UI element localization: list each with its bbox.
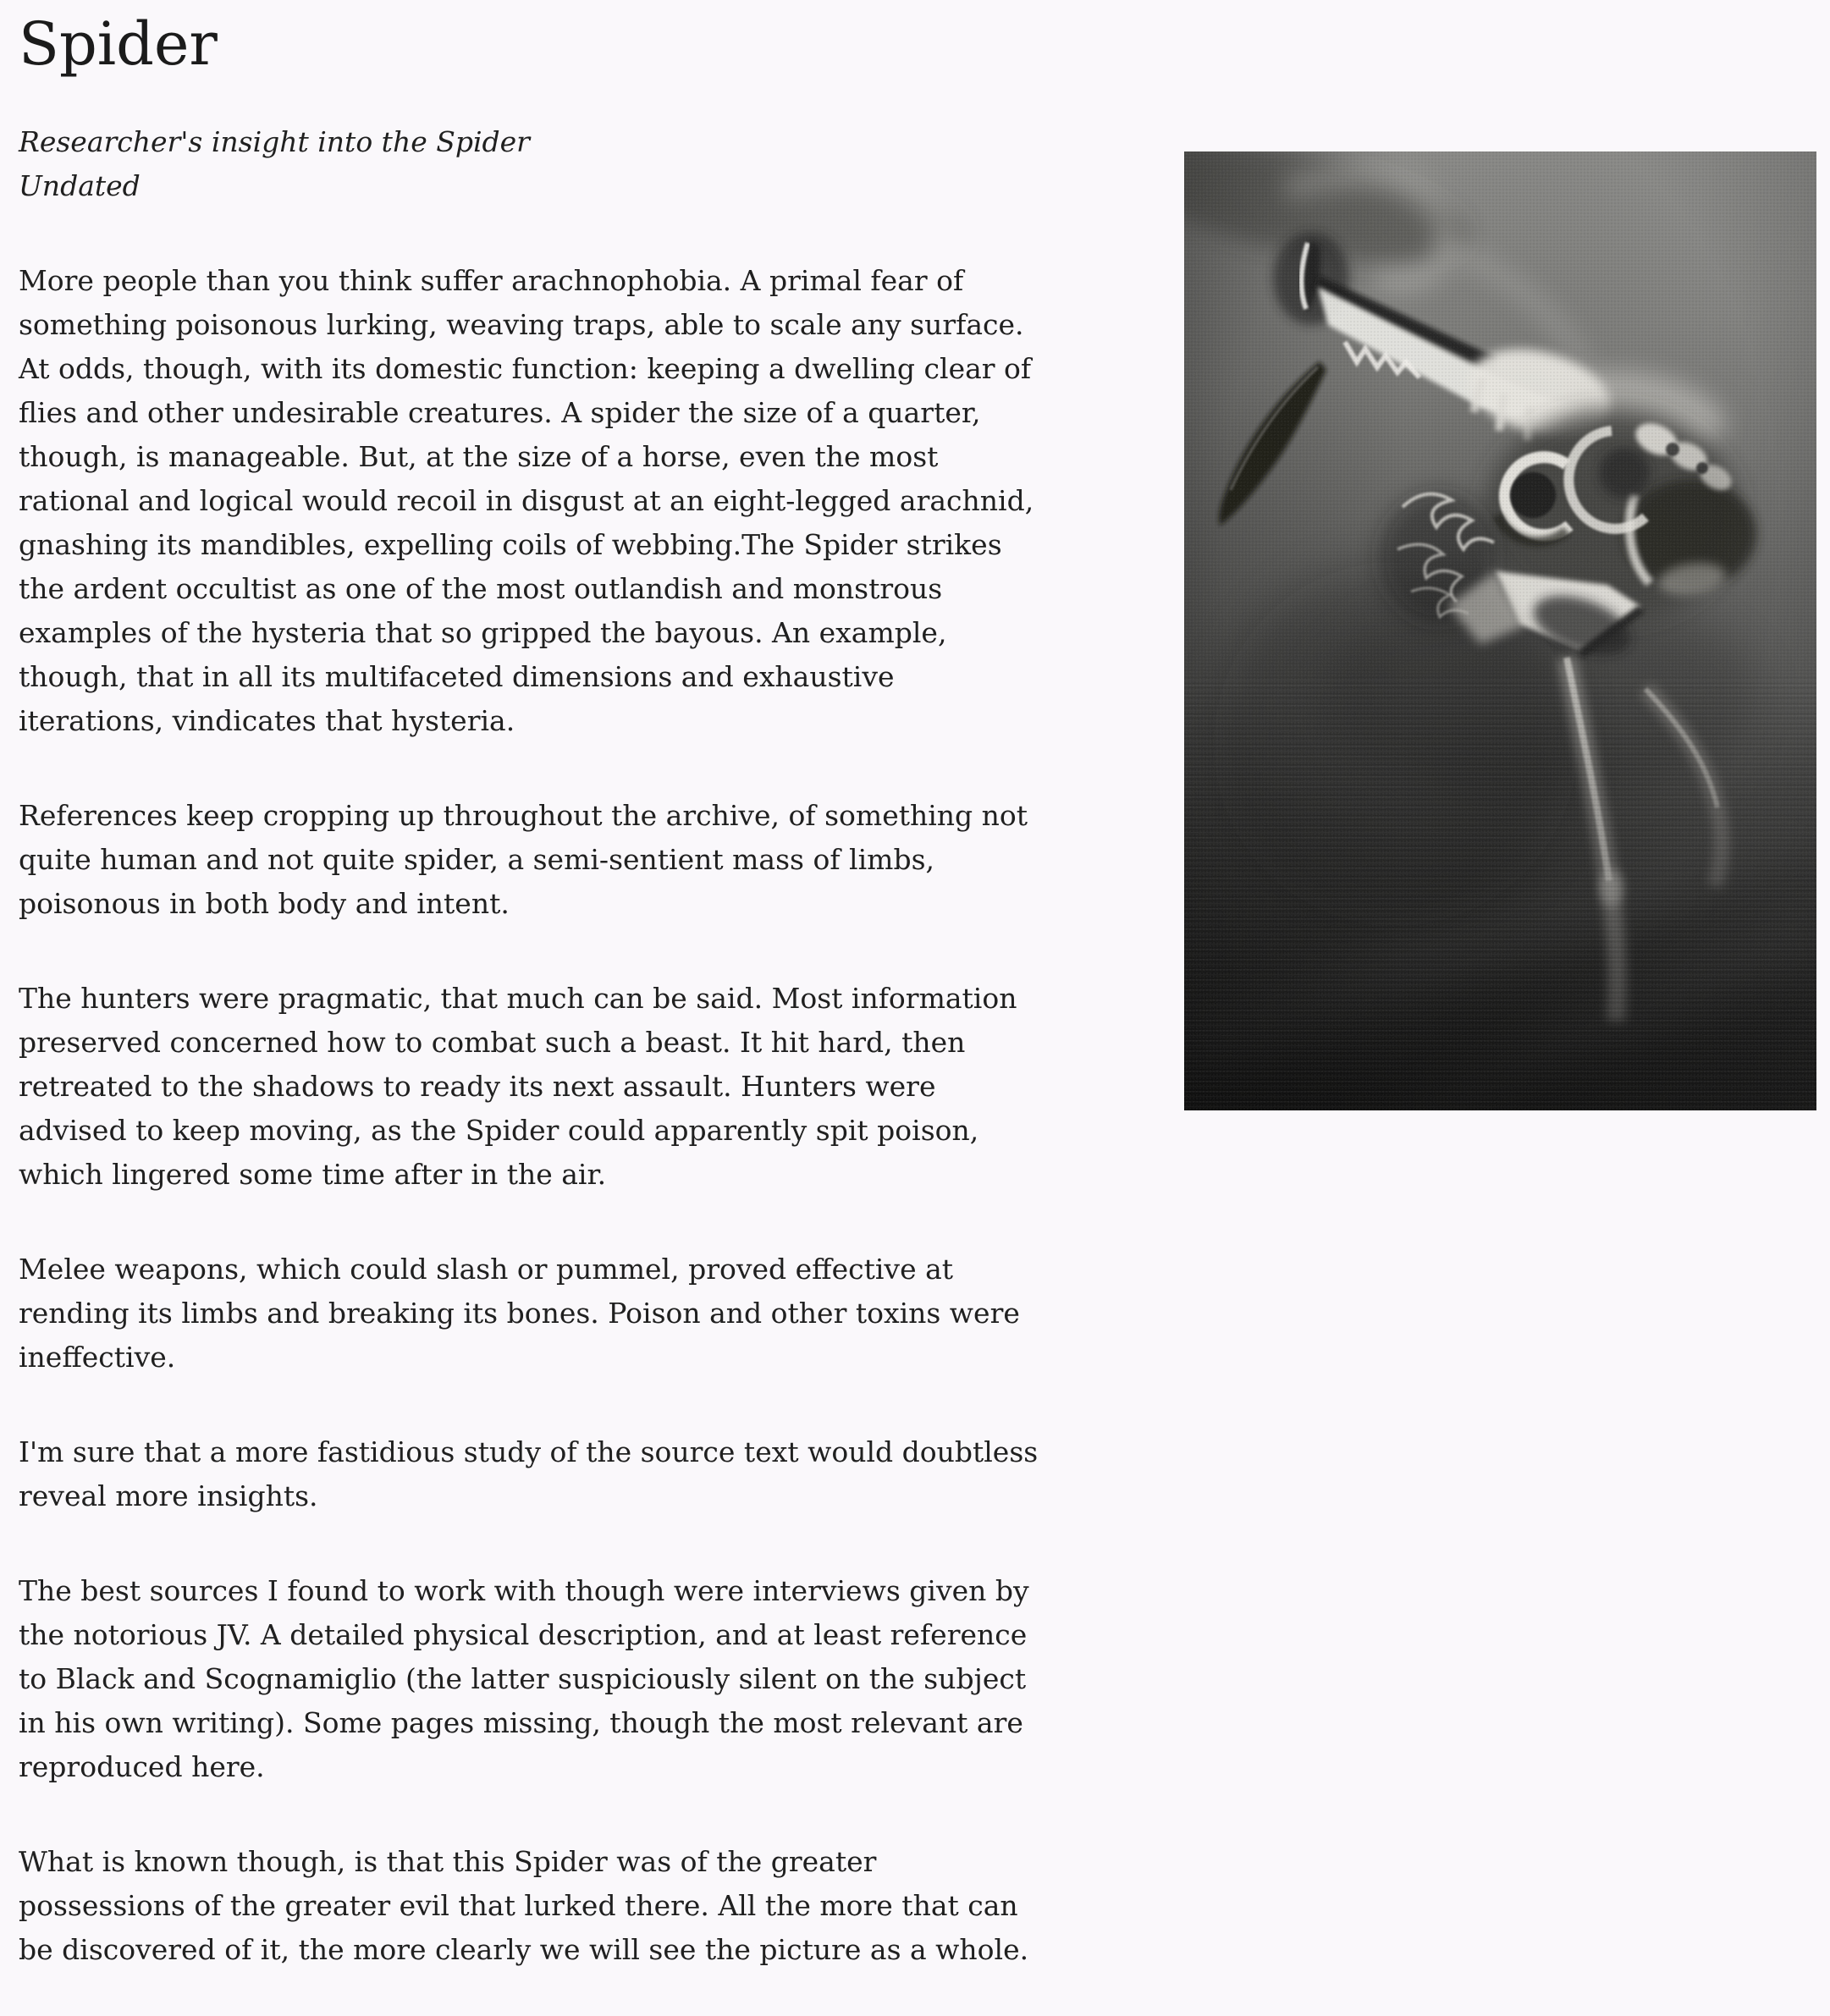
- subtitle-source: Researcher's insight into the Spider: [19, 125, 530, 158]
- page-title: Spider: [19, 9, 218, 79]
- paragraph-6: The best sources I found to work with though were interviews given by the notorious JV. A detailed physical description, and at least reference to Black and Scognamiglio (the latter suspiciously silent on the subject in his own writing). Some pages missing, though the most relevant are reproduced here.: [19, 1574, 1029, 1783]
- paragraph-3: The hunters were pragmatic, that much can be said. Most information preserved concerned how to combat such a beast. It hit hard, then retreated to the shadows to ready its next assault. Hunters were advised to keep moving, as the Spider could apparently spit poison, which lingered some time after in the air.: [19, 982, 1017, 1191]
- paragraph-7: What is known though, is that this Spider was of the greater possessions of the greater evil that lurked there. All the more that can be discovered of it, the more clearly we will see the picture as a whole.: [19, 1845, 1029, 1966]
- paragraph-4: Melee weapons, which could slash or pummel, proved effective at rending its limbs and breaking its bones. Poison and other toxins were ineffective.: [19, 1253, 1020, 1374]
- spider-photo: [1184, 151, 1816, 1110]
- paragraph-5: I'm sure that a more fastidious study of the source text would doubtless reveal more insights.: [19, 1435, 1039, 1512]
- paragraph-1: More people than you think suffer arachnophobia. A primal fear of something poisonous lurking, weaving traps, able to scale any surface. At odds, though, with its domestic function: keeping a dwelling clear of flies and other undesirable creatures. A spider the size of a quarter, though, is manageable. But, at the size of a horse, even the most rational and logical would recoil in disgust at an eight-legged arachnid, gnashing its mandibles, expelling coils of webbing.The Spider strikes the ardent occultist as one of the most outlandish and monstrous examples of the hysteria that so gripped the bayous. An example, though, that in all its multifaceted dimensions and exhaustive iterations, vindicates that hysteria.: [19, 264, 1034, 737]
- article-subtitle: [19, 120, 1047, 208]
- article: [19, 3, 1047, 1972]
- paragraph-2: References keep cropping up throughout the archive, of something not quite human and not quite spider, a semi-sentient mass of limbs, poisonous in both body and intent.: [19, 799, 1028, 920]
- spider-photo-image: [1184, 151, 1816, 1110]
- article-body: [19, 259, 1047, 1972]
- subtitle-date: Undated: [19, 169, 141, 202]
